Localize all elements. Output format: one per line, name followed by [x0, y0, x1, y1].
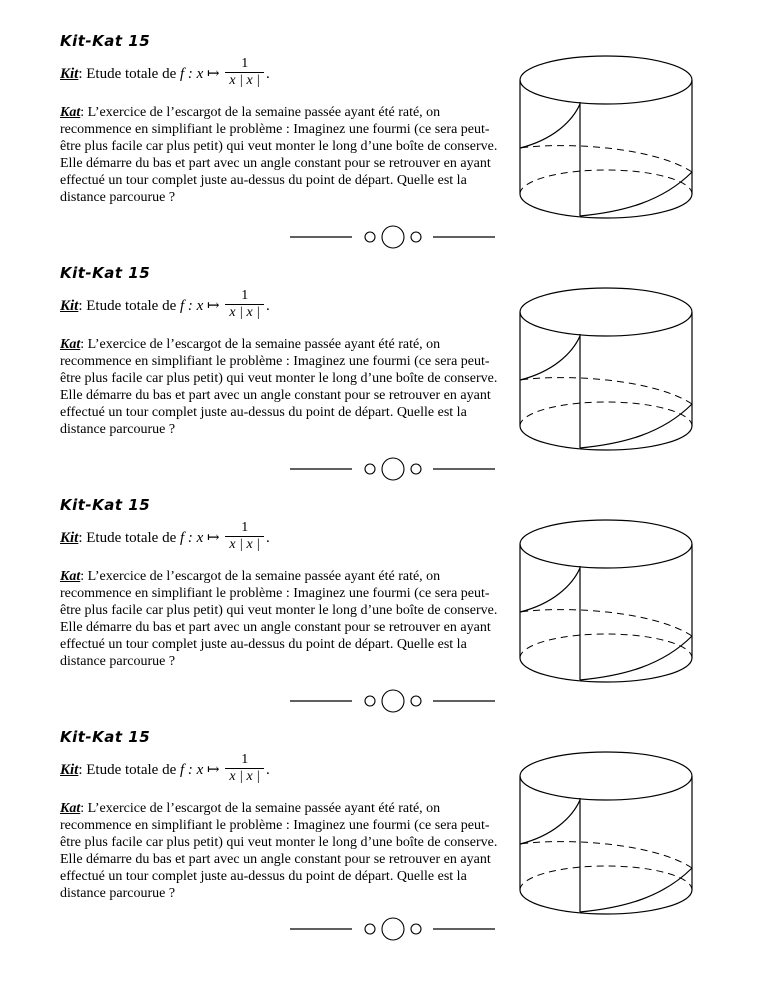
- kat-label: Kat: [60, 801, 81, 816]
- fraction-numerator: 1: [241, 752, 249, 767]
- function-prefix: f : x ↦: [179, 297, 220, 314]
- period: .: [266, 761, 270, 778]
- kit-line: [60, 522, 270, 555]
- kit-text: : Etude totale de: [78, 761, 180, 778]
- cylinder-helix-icon: [512, 284, 700, 464]
- kitkat-block: [0, 696, 768, 928]
- kat-text: : L’exercice de l’escargot de la semaine passée ayant été raté, on recommence en simplifiant le problème : Imaginez une fourmi (ce sera peut-être plus facile car plus petit) qui veut monter le long d’une boîte de conserve. Elle démarre du bas et part avec un angle constant pour se retrouver en ayant effectué un tour complet juste au-dessus du point de départ. Quelle est la distance parcourue ?: [60, 801, 498, 901]
- kit-line: [60, 754, 270, 787]
- kit-label: Kit: [60, 761, 79, 778]
- kitkat-block: [0, 0, 768, 232]
- kitkat-title: Kit-Kat 15: [60, 264, 151, 282]
- kit-label: Kit: [60, 65, 79, 82]
- fraction-denominator: x | x |: [225, 768, 264, 785]
- kitkat-block: [0, 464, 768, 696]
- kitkat-title: Kit-Kat 15: [60, 32, 151, 50]
- kitkat-title: Kit-Kat 15: [60, 728, 151, 746]
- kat-paragraph: [60, 800, 500, 902]
- kit-label: Kit: [60, 297, 79, 314]
- kitkat-block: [0, 232, 768, 464]
- kit-text: : Etude totale de: [78, 65, 180, 82]
- fraction-numerator: 1: [241, 288, 249, 303]
- kit-text: : Etude totale de: [78, 529, 180, 546]
- fraction-denominator: x | x |: [225, 72, 264, 89]
- kat-paragraph: [60, 336, 500, 438]
- kat-text: : L’exercice de l’escargot de la semaine passée ayant été raté, on recommence en simplifiant le problème : Imaginez une fourmi (ce sera peut-être plus facile car plus petit) qui veut monter le long d’une boîte de conserve. Elle démarre du bas et part avec un angle constant pour se retrouver en ayant effectué un tour complet juste au-dessus du point de départ. Quelle est la distance parcourue ?: [60, 337, 498, 437]
- kat-label: Kat: [60, 337, 81, 352]
- fraction: [225, 56, 264, 89]
- circles-separator-icon: [290, 914, 495, 944]
- fraction-numerator: 1: [241, 520, 249, 535]
- kit-line: [60, 290, 270, 323]
- kat-label: Kat: [60, 105, 81, 120]
- kat-text: : L’exercice de l’escargot de la semaine passée ayant été raté, on recommence en simplifiant le problème : Imaginez une fourmi (ce sera peut-être plus facile car plus petit) qui veut monter le long d’une boîte de conserve. Elle démarre du bas et part avec un angle constant pour se retrouver en ayant effectué un tour complet juste au-dessus du point de départ. Quelle est la distance parcourue ?: [60, 569, 498, 669]
- fraction-denominator: x | x |: [225, 536, 264, 553]
- kat-paragraph: [60, 568, 500, 670]
- fraction: [225, 752, 264, 785]
- fraction-denominator: x | x |: [225, 304, 264, 321]
- function-prefix: f : x ↦: [179, 761, 220, 778]
- period: .: [266, 529, 270, 546]
- function-prefix: f : x ↦: [179, 65, 220, 82]
- cylinder-helix-icon: [512, 748, 700, 928]
- kit-label: Kit: [60, 529, 79, 546]
- fraction-numerator: 1: [241, 56, 249, 71]
- kit-line: [60, 58, 270, 91]
- period: .: [266, 65, 270, 82]
- kitkat-title: Kit-Kat 15: [60, 496, 151, 514]
- period: .: [266, 297, 270, 314]
- fraction: [225, 288, 264, 321]
- kat-label: Kat: [60, 569, 81, 584]
- kat-text: : L’exercice de l’escargot de la semaine passée ayant été raté, on recommence en simplifiant le problème : Imaginez une fourmi (ce sera peut-être plus facile car plus petit) qui veut monter le long d’une boîte de conserve. Elle démarre du bas et part avec un angle constant pour se retrouver en ayant effectué un tour complet juste au-dessus du point de départ. Quelle est la distance parcourue ?: [60, 105, 498, 205]
- cylinder-helix-icon: [512, 52, 700, 232]
- kit-text: : Etude totale de: [78, 297, 180, 314]
- fraction: [225, 520, 264, 553]
- function-prefix: f : x ↦: [179, 529, 220, 546]
- cylinder-helix-icon: [512, 516, 700, 696]
- kat-paragraph: [60, 104, 500, 206]
